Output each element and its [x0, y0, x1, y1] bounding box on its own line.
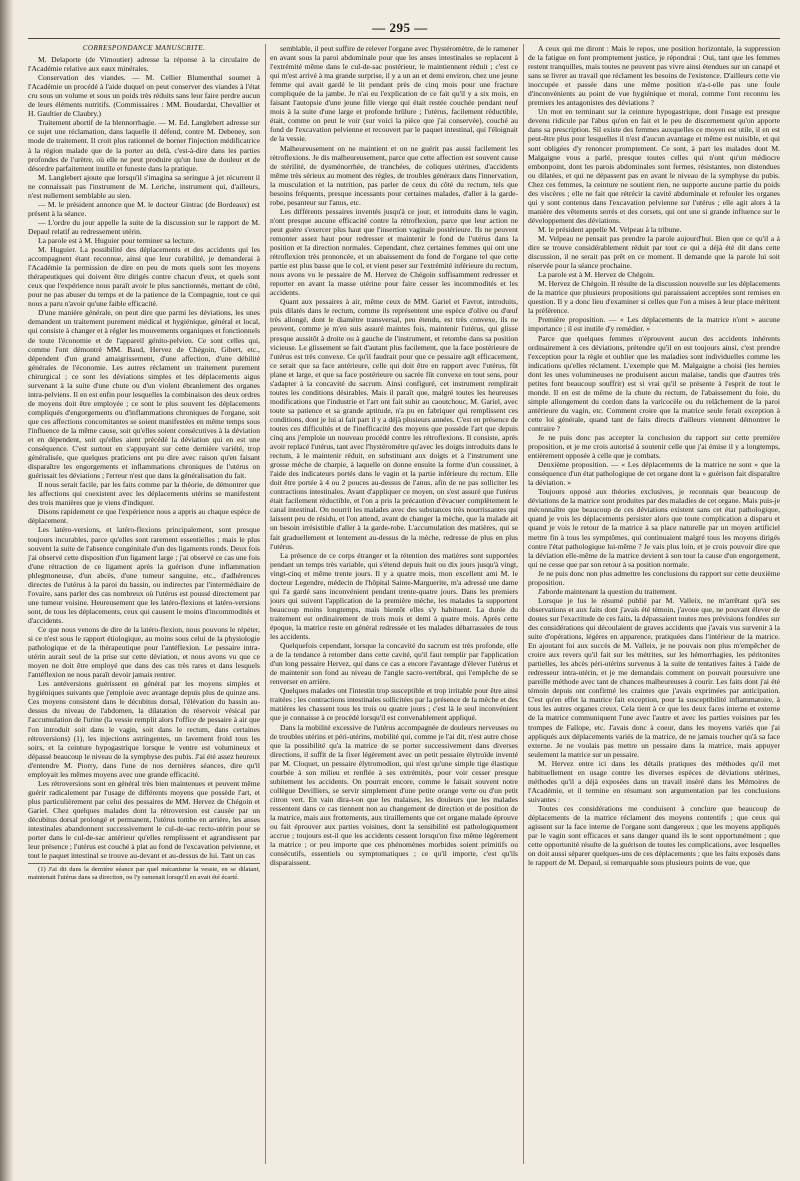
paragraph: Les antéversions guérissent en général par les moyens simples et hygiéniques suivants que j'emploie avec avantage depuis plus de quinze ans. Ces moyens consistent dans le décubitus dorsal, l'élévation du bassin au-dessus du niveau de l'abdomen, la dilatation du réservoir vésical par l'accumulation de l'urine (la vessie remplit alors l'office de pessaire à air que l'on introduit soit dans le vagin, soit dans le rectum, dans certaines rétroversions) (1), les injections astringentes, un lavement froid tous les soirs, et la ceinture hypogastrique lorsque le ventre est volumineux et dépassé beaucoup le niveau de la symphyse des pubis. J'ai été assez heureux d'entendre M. Piorry, dans l'une de nos dernières séances, dire qu'il employait les mêmes moyens avec une grande efficacité.: [28, 679, 260, 779]
paragraph: Première proposition. — « Les déplacements de la matrice n'ont » aucune importance ; il est inutile d'y remédier. »: [528, 315, 780, 334]
paragraph: M. le président appelle M. Velpeau à la tribune.: [538, 224, 682, 234]
paragraph: A ceux qui me diront : Mais le repos, une position horizontale, la suppression de la fatigue en font promptement justice, je répondrai : Oui, tant que les femmes restent tranquilles, mais toutes ne peuvent pas vivre ainsi étendues sur un canapé et sans se livrer au travail que réclament les besoins de l'existence. D'ailleurs cette vie inoccupée et passée dans une même position n'a-t-elle pas une foule d'inconvénients au point de vue hygiénique et moral, comme l'ont reconnu les premiers les antagonistes des déviations ?: [528, 44, 780, 108]
text-column-middle: [270, 44, 518, 1166]
paragraph: Traitement abortif de la blennorrhagie. — M. Ed. Langlebert adresse sur ce sujet une réclamation, dans laquelle il défend, contre M. Debeney, son mode de traitement. Il croit plus rationnel de borner l'injection médificatrice à la région malade que de la porter au delà, c'est-à-dire dans les parties profondes de l'urètre, où elle ne peut produire qu'un luxe de douleur et de désordre parfaitement inutile et funeste dans la pratique.: [28, 118, 260, 173]
page-number: — 295 —: [372, 20, 428, 35]
paragraph: Quelquefois cependant, lorsque la concavité du sacrum est très profonde, elle a de la tendance à retomber dans cette cavité, qu'il faut remplir par l'application d'un long pessaire Hervez, qui dans ce cas a encore l'avantage d'élever l'utérus et de maintenir son fond au niveau de l'angle sacro-vertébral, qui l'empêche de se renverser en arrière.: [270, 641, 518, 687]
paragraph: Malheureusement on ne maintient et on ne guérit pas aussi facilement les rétroflexions. Je dis malheureusement, parce que cette affection est souvent cause de stérilité, de dysménorrhée, de tranchées, de coliques utérines, d'accidents même très sérieux au moment des règles, de troubles généraux dans l'innervation, la musculation et la nutrition, pas parler de ceux du côté du rectum, tels que besoins fréquents, presque incessants pour certaines malades, d'aller à la garde-robe, pesanteur sur l'anus, etc.: [270, 143, 518, 207]
section-heading: CORRESPONDANCE MANUSCRITE.: [82, 44, 206, 52]
header-rule: [28, 38, 780, 39]
paragraph: Quelques malades ont l'intestin trop susceptible et trop irritable pour être ainsi traitées ; les contractions intestinales sollicitées par la présence de la mèche et des matières les chassent tous les trois ou quatre jours ; c'est là le seul inconvénient que je connaisse à ce procédé lorsqu'il est convenablement appliqué.: [270, 686, 518, 723]
column-divider-right: [523, 44, 524, 1164]
paragraph: D'une manière générale, on peut dire que parmi les déviations, les unes demandent un traitement purement médical et hygiénique, général et local, qui consiste à changer et à régler les mouvements organiques et fonctionnels de toute l'économie et de l'appareil génito-pelvien. Ce sont celles qui, comme l'ont démontré MM. Baud, Hervez de Chégoin, Gibert, etc., dépendent d'un grand amaigrissement, d'une affection, d'une débilité générales de l'économie. Les autres réclament un traitement purement chirurgical ; ce sont les déviations simples et les déplacements aigus survenant à la suite d'une chute ou d'un violent ébranlement des organes intra-pelviens. Il en est enfin pour lesquelles la combinaison des deux ordres de moyens doit être employée ; ce sont le plus souvent les déplacements compliqués d'engorgements ou d'inflammations chroniques de l'organe, soit que ces affections concomitantes se soient manifestées en même temps sous l'influence de la même cause, soit qu'elles soient consécutives à la déviation et en dépendent, soit qu'elles aient précédé la déviation qui en est une conséquence. C'est surtout en s'appuyant sur cette dernière variété, trop généralisée, que quelques praticiens ont pu dire avec raison qu'en faisant disparaître les engorgements et inflammations chroniques de l'utérus on guérissait les déviations ; l'erreur n'est que dans la généralisation du fait.: [28, 308, 260, 481]
paragraph: M. Huguier. La possibilité des déplacements et des accidents qui les accompagnent étant reconnue, ainsi que leur curabilité, je demanderai à l'Académie la permission de dire en peu de mots quels sont les moyens thérapeutiques qui doivent être dirigés contre chacun d'eux, et quels sont ceux que l'expérience nous paraît avoir le plus sanctionnés, mettant de côté, pour ne pas abuser du temps et de la patience de la Compagnie, tout ce qui nous a paru n'avoir qu'une faible efficacité.: [28, 245, 260, 309]
paragraph: Je ne puis donc non plus admettre les conclusions du rapport sur cette deuxième proposition.: [528, 568, 780, 587]
text-column-right: [528, 44, 780, 1166]
paragraph: Dans la mobilité excessive de l'utérus accompagnée de douleurs nerveuses ou de troubles utérins et péri-utérins, mobilité qui, comme je l'ai dit, n'est autre chose que la possibilité qu'a la matrice de se porter successivement dans diverses directions, il suffit de la fixer légèrement avec un petit pessaire élytroïde inventé par M. Cloquet, un pessaire élytromodion, qui n'est qu'une simple tige élastique courbée à son milieu et renflée à ses extrémités, pour voir cesser presque subitement les accidents. On pourrait encore, comme le faisait souvent notre collègue Devilliers, se servir simplement d'une petite orange verte ou d'un petit citron vert. En vain dira-t-on que les malaises, les douleurs que les malades ressentent dans ce cas tiennent non au changement de direction et de position de la matrice, mais aux frottements, aux tiraillements que cet organe malade éprouve ou fait éprouver aux parties voisines, dont la sensibilité est pathologiquement accrue ; toujours est-il que les accidents cessent lorsqu'on fixe même légèrement la matrice ; or peu importe que ces phénomènes morbides soient primitifs ou consécutifs, essentiels ou symptomatiques ; ce qu'il importe, c'est qu'ils disparaissent.: [270, 722, 518, 868]
column-divider-left: [265, 44, 266, 1164]
paragraph: Ce que nous venons de dire de la latéro-flexion, nous pouvons le répéter, si ce n'est sous le rapport étiologique, au moins sous celui de la physiologie pathologique et de la thérapeutique pour l'antéflexion. Le pessaire intra-utérin aurait seul de la prise sur cette déviation, et nous avons vu que ce moyen ne doit être employé que dans des cas très rares et dans lesquels l'antéflexion ne nous paraît devoir jamais rentrer.: [28, 625, 260, 680]
paragraph: M. Delaporte (de Vimoutier) adresse la réponse à la circulaire de l'Académie relative aux eaux minérales.: [28, 55, 260, 74]
paragraph: M. Hervez entre ici dans les détails pratiques des méthodes qu'il met habituellement en usage contre les diverses espèces de déviations utérines, méthodes qu'il a déjà exposées dans un travail inséré dans les Mémoires de l'Académie, et il termine en résumant son argumentation par les conclusions suivantes :: [528, 758, 780, 804]
paragraph: semblable, il peut suffire de relever l'organe avec l'hystéromètre, de le ramener en avant sous la paroi abdominale pour que les anses intestinales se replacent à l'extrémité même dans le cul-de-sac postérieur, le maintiennent réduit ; c'est ce qui m'est arrivé à ma grande surprise, il y a un an et demi environ, chez une jeune femme qui avait gardé le lit pendant près de cinq mois pour une fracture compliquée de la jambe. Je n'ai eu l'explication de ce fait qu'il y a six mois, en faisant l'autopsie d'une jeune fille vierge qui était restée couchée pendant neuf mois à la suite d'une large et profonde brûlure ; l'utérus, facilement réductible, était, comme on peut le voir (sur voici la pièce que j'ai conservée), couché au fond de l'excavation pelvienne et recouvert par le paquet intestinal, qui l'éloignait de la vessie.: [270, 44, 518, 144]
paragraph: Les différents pessaires inventés jusqu'à ce jour, et introduits dans le vagin, n'ont presque aucune efficacité contre la rétroflexion, parce que leur action ne peut guère s'exercer plus haut que l'insertion vaginale postérieure. Ils ne peuvent remonter assez haut pour redresser et maintenir le fond de l'utérus dans la position et la direction normales. Cependant, chez certaines femmes qui ont une rétroflexion très prononcée, et un abaissement du fond de l'organe tel que cette partie est plus basse que le col, et vient peser sur l'extrémité inférieure du rectum, nous avons vu le pessaire de M. Hervez de Chégoin suffisamment redresser et reporter en avant la masse utérine pour faire cesser les incommodités et les accidents.: [270, 206, 518, 298]
paragraph: Deuxième proposition. — « Les déplacements de la matrice ne sont » que la conséquence d'un état pathologique de cet organe dont la » guérison fait disparaître la déviation. »: [528, 460, 780, 488]
paragraph: Lorsque je lus le résumé publié par M. Valleix, ne m'arrêtant qu'à ses observations et aux faits dont j'avais été témoin, j'avoue que, ne pouvant élever de doutes sur l'exactitude de ces faits, la dépassaient toutes mes prévisions fondées sur des considérations qui découlaient de graves accidents que j'avais vus survenir à la suite d'opérations, légères en apparence, pratiquées dans l'intérieur de la matrice. En ajoutant foi aux succès de M. Valleix, je ne pouvais non plus m'empêcher de croire aux revers qu'il fait sur les métrites, sur les hémorrhagies, les péritonites partielles, les abcès péri-utérins survenus à la suite de tentatives faites à l'aide de redresseur intra-utérin, et je me demandais comment on pouvait poursuivre une pareille méthode avec tant de chances malheureuses à courir. Les faits dont j'ai été témoin depuis ont confirmé les craintes que j'avais exprimées par anticipation. C'est qu'en effet la matrice fait exception, pour la susceptibilité inflammatoire, à tous les autres organes creux. Cela tient à ce que les deux faces interne et externe de la matrice communiquent l'une avec l'autre et avec les parties voisines par les trompes de Fallope, etc. J'avais donc à coeur, dans les moyens variés que j'ai appliqués aux déplacements variés de la matrice, de ne jamais toucher qu'à sa face externe. Je ne voulais pas mettre un pessaire dans la matrice, mais appuyer seulement la matrice sur un pessaire.: [528, 595, 780, 759]
paragraph: J'aborde maintenant la question du traitement.: [538, 586, 677, 596]
paragraph: Parce que quelques femmes n'éprouvent aucun des accidents inhérents ordinairement à ces déviations, prétendre qu'il en est toujours ainsi, c'est prendre l'exception pour la règle et oublier que les maladies sont individuelles comme les indications qu'elles réclament. L'exemple que M. Malgaigne a choisi (les hernies dont les unes volumineuses ne produisent aucun malaise, tandis que d'autres très petites font beaucoup souffrir) est si vrai qu'il se présente à l'esprit de tout le monde. Il en est de même de la chute du rectum, de l'abaissement du foie, du simple allongement du cordon dans la varicocèle ou du relâchement de la paroi antérieure du vagin, etc. Comment croire que la matrice seule ferait exception à cette loi générale, quand tant de faits directs d'ailleurs viennent démontrer le contraire ?: [528, 333, 780, 433]
paragraph: Toutes ces considérations me conduisent à conclure que beaucoup de déplacements de la matrice réclament des moyens contentifs ; que ceux qui agissent sur la face interne de l'organe sont dangereux ; que les moyens appliqués par le vagin sont efficaces et sans danger quand ils le sont opportunément ; que cette opportunité résulte de la guérison de toutes les complications, avec lesquelles on doit aussi séparer quelques-uns de ces déplacements ; que les faits exposés dans le rapport de M. Depaul, si remarquable sous plusieurs points de vue, que: [528, 803, 780, 868]
paragraph: Les rétroversions sont en général très bien maintenues et peuvent même guérir radicalement par l'usage de différents moyens que possède l'art, et plus particulièrement par celui des pessaires de MM. Hervez de Chégoin et Gariel. Chez quelques malades dont la rétroversion est causée par un décubitus dorsal prolongé et permanent, l'utérus tombe en arrière, les anses intestinales abandonnent successivement le cul-de-sac recto-utérin pour se porter dans le cul-de-sac antérieur qu'elles remplissent et agrandissent par leur présence ; l'utérus est couché à plat au fond de l'excavation pelvienne, et tout le paquet intestinal se trouve au-devant et au-dessus de lui. Tant un cas: [28, 778, 260, 861]
paragraph: Il nous serait facile, par les faits comme par la théorie, de démontrer que les affections qui coexistent avec les déplacements utérins se manifestent des trois manières que je viens d'indiquer.: [28, 480, 260, 508]
footnote: (1) J'ai dit dans la dernière séance par quel mécanisme la vessie, en se dilatant, maintenait l'utérus dans sa direction, ou l'y ramenait lorsqu'il en avait été écarté.: [28, 863, 260, 882]
paragraph: Quant aux pessaires à air, même ceux de MM. Gariel et Favrot, introduits, puis dilatés dans le rectum, comme ils représentent une espèce d'olive ou d'œuf très allongé, dont le diamètre transversal, peu étendu, est très convexe, ils ne peuvent, comme je m'en suis assuré maintes fois, maintenir l'utérus, qui glisse presque aussitôt à droite ou à gauche de l'instrument, et retombe dans sa position vicieuse. Le glissement se fait d'autant plus facilement, que la face postérieure de l'utérus est très convexe. Ce qu'il faudrait pour que ce pessaire agît efficacement, ce serait que sa face antérieure, celle qui doit être en rapport avec l'utérus, fût plane et large, et que sa face postérieure ou sacrée fût convexe en tout sens, pour s'adapter à la concavité du sacrum. Ainsi configuré, cet instrument remplirait toutes les conditions désirables. Mais il paraît que, malgré toutes les heureuses modifications que l'industrie et l'art ont fait subir au caoutchouc, M. Gariel, avec toute sa patience et sa grande aptitude, n'a pu en fabriquer qui remplissent ces conditions, dont je lui ai fait part il y a déjà plusieurs années. C'est en présence de toutes ces difficultés et de l'inefficacité des moyens que possède l'art que depuis cinq ans j'emploie un nouveau procédé contre les rétroflexions. Il consiste, après avoir replacé l'utérus, tant avec l'hystéromètre qu'avec les doigts introduits dans le rectum, à le maintenir réduit, en substituant aux doigts et à l'instrument une grosse mèche de charpie, à laquelle on donne ensuite la forme d'un coussinet, à l'aide des indicateurs portés dans le vagin et la partie inférieure du rectum. Elle doit être portée à 4 ou 2 pouces au-dessus de l'anus, afin de ne pas solliciter les contractions intestinales. Avant d'appliquer ce moyen, on s'est assuré que l'utérus était facilement réductible, et l'on a pris la précaution d'évacuer complètement le canal intestinal. On nourrit les malades avec des substances très nourrissantes qui laissent peu de résidu, et l'on attend, avant de changer la mèche, que la malade ait un besoin irrésistible d'aller à la garde-robe. L'accumulation des matières, qui se fait graduellement et lentement au-dessus de la mèche, redresse de plus en plus l'utérus.: [270, 297, 518, 551]
paragraph: M. Hervez de Chégoin. Il résulte de la discussion nouvelle sur les déplacements de la matrice que plusieurs propositions qui paraissaient acceptées sont remises en question. Il y a donc lieu d'examiner si celles que l'on a mises à leur place méritent la préférence.: [528, 279, 780, 316]
paragraph: La présence de ce corps étranger et la rétention des matières sont supportées pendant un temps très variable, qui s'étend depuis huit ou dix jours jusqu'à vingt, vingt-cinq et même trente jours. Il y a quatre mois, mon excellent ami M. le docteur Legendre, médecin de l'hôpital Sainte-Marguerite, m'a adressé une dame qui l'a gardé sans inconvénient pendant trente-quatre jours. Dans les premiers jours qui suivent l'application de la première mèche, les malades la supportent beaucoup moins longtemps, mais bientôt elles s'y habituent. La durée du traitement est ordinairement de trois mois et demi à quatre mois. Après cette époque, la matrice reste en général redressée et les malades débarrassées de tous les accidents.: [270, 550, 518, 642]
paragraph: — M. le président annonce que M. le docteur Gintrac (de Bordeaux) est présent à la séance.: [28, 199, 260, 218]
paragraph: Un mot en terminant sur la ceinture hypogastrique, dont l'usage est presque devenu ridicule par l'abus qu'on en fait et le peu de discernement qu'on apporte dans sa prescription. Sil existe des femmes auxquelles ce moyen est utile, il en est peut-être plus pour lesquelles il n'est d'aucun avantage et même est nuisible, et qui sont obligées d'y renoncer promptement. Ce sont, à part les malades dont M. Malgaigne vous a parlé, presque toutes celles qui n'ont qu'un médiocre embonpoint, dont les parois abdominales sont fermes, résistantes, non distendues ou dilatées, et qui ne dépassent pas en avant le niveau de la symphyse du pubis. Chez ces femmes, la ceinture ne soutient rien, ne supporte aucune partie du poids des viscères ; elle ne fait que rétrécir la cavité abdominale et refouler les organes qui y sont contenus dans l'excavation pelvienne sur l'utérus ; elle agit alors à la manière des vêtements serrés et des corsets, qui ont une si grande influence sur le développement des déviations.: [528, 107, 780, 225]
paragraph: La parole est à M. Hervez de Chégoin.: [538, 270, 655, 280]
paragraph: M. Langlebert ajoute que lorsqu'il s'imagina sa seringue à jet récurrent il ne connaissait pas l'instrument de M. Leriche, instrument qui, d'ailleurs, n'est nullement semblable au sien.: [28, 172, 260, 200]
paragraph: La parole est à M. Huguier pour terminer sa lecture.: [38, 235, 195, 245]
paragraph: Disons rapidement ce que l'expérience nous a appris au chaque espèce de déplacement.: [28, 507, 260, 526]
paragraph: M. Velpeau ne pensait pas prendre la parole aujourd'hui. Bien que ce qu'il a à dire se trouve considérablement réduit par tout ce qui a déjà été dit dans cette discussion, il ne serait pas prêt en ce moment. Il demande que la parole lui soit réservée pour la séance prochaine.: [528, 233, 780, 271]
paragraph: Les latéro-versions, et latéro-flexions principalement, sont presque toujours incurables, parce qu'elles sont rarement essentielles ; mais le plus souvent la suite de l'absence congénitale d'un des ligaments ronds. Deux fois j'ai observé cette disposition d'un ligament large ; j'ai observé ce cas une fois d'une rétraction de ce ligament après la guérison d'une inflammation phlegmoneuse, d'un abcès, d'une tumeur sanguine, etc., d'adhérences directes de l'utérus à la paroi du bassin, ou indirectes par l'intermédiaire de l'ovaire, sans parler des cas nombreux où l'utérus est poussé directement par une tumeur voisine. Heureusement que les latéro-flexions et latéro-versions sont, de tous les déplacements, ceux qui causent le moins d'incommodités et d'accidents.: [28, 525, 260, 625]
paragraph: — L'ordre du jour appelle la suite de la discussion sur le rapport de M. Depaul relatif au redressement utérin.: [28, 217, 260, 236]
binding-gutter: [0, 0, 14, 1181]
paragraph: Toujours opposé aux théories exclusives, je reconnais que beaucoup de déviations de la matrice sont produites par des maladies de cet organe. Mais puis-je méconnaître que beaucoup de ces déviations existent sans cet état pathologique, quand je vois les déplacements persister alors que toute complication a disparu et quand je vois le retour de la matrice à sa place naturelle par un moyen artificiel mettre fin à tous les symptômes, qui continuaient malgré tous les moyens dirigés contre l'état pathologique lui-même ? Je vais plus loin, et je crois pouvoir dire que la déviation elle-même de la matrice devient à son tour la cause d'un engorgement, qui ne cesse que par son retour à sa position normale.: [528, 487, 780, 569]
paragraph: Conservation des viandes. — M. Cellier Blumenthal soumet à l'Académie un procédé à l'aide duquel on peut conserver des viandes à l'état cru sous un volume et sous un poids très réduits sans leur faire perdre aucun de leurs éléments nutritifs. (Commissaires : MM. Boudardat, Chevallier et H. Gaultier de Claubry.): [28, 73, 260, 119]
paragraph: Je ne puis donc pas accepter la conclusion du rapport sur cette première proposition, et je me crois autorisé à soutenir celle que j'ai émise il y a longtemps, entièrement opposée à celle que je combats.: [528, 433, 780, 461]
text-column-left: [28, 44, 260, 1166]
